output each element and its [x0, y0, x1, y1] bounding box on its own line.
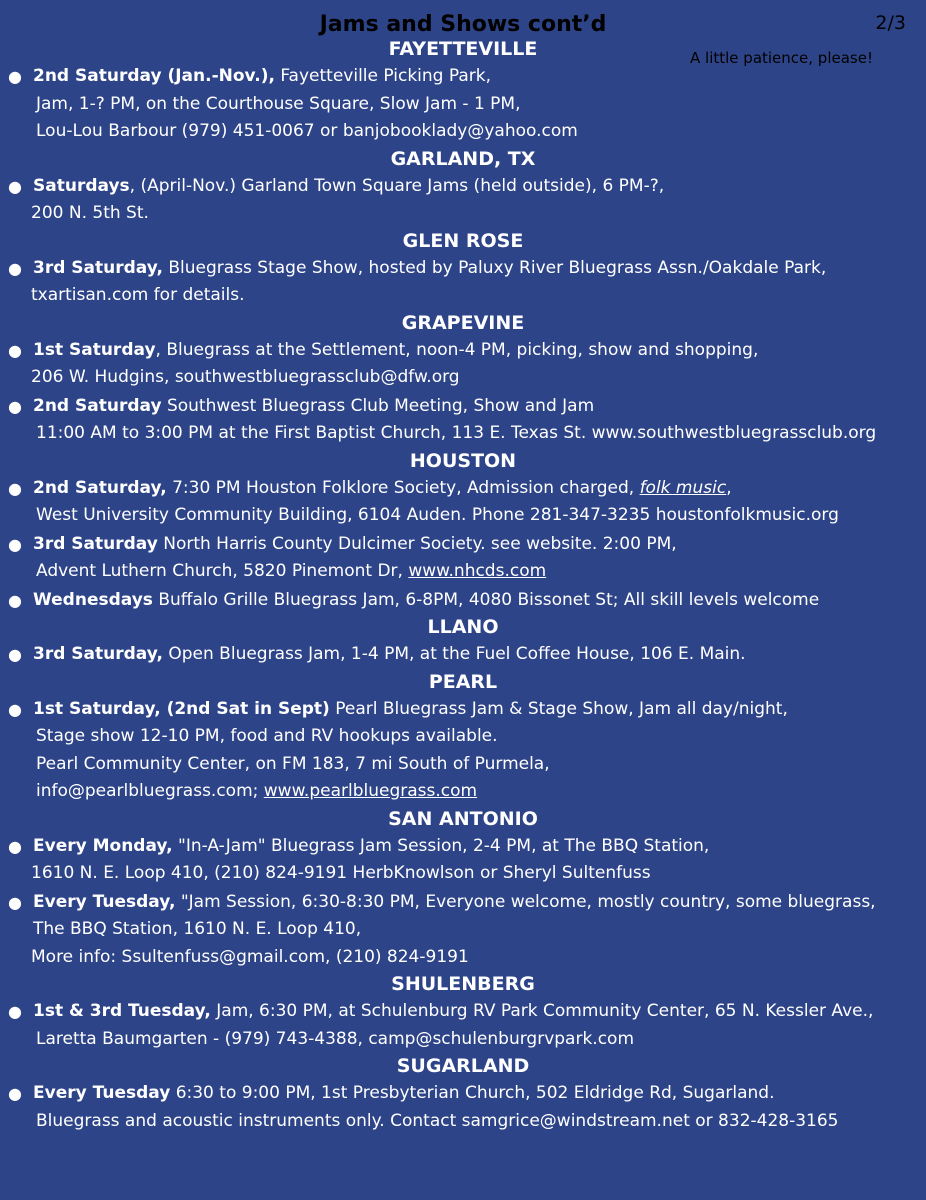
city-heading-shulenberg: SHULENBERG — [391, 973, 535, 995]
nhcds-link[interactable]: www.nhcds.com — [408, 561, 547, 581]
entry-day: 3rd Saturday, — [33, 644, 163, 664]
bullet-icon: ● — [8, 340, 22, 360]
entry-line: 3rd Saturday, Open Bluegrass Jam, 1-4 PM, at the Fuel Coffee House, 106 E. Main. — [33, 644, 746, 664]
list-item — [0, 337, 926, 392]
bullet-icon: ● — [8, 645, 22, 664]
city-heading-sugarland: SUGARLAND — [396, 1055, 530, 1077]
entry-day: 1st Saturday — [33, 339, 156, 360]
entry-day: 2nd Saturday, — [33, 477, 167, 498]
entry-day: 3rd Saturday — [33, 533, 158, 554]
bullet-icon: ● — [8, 590, 22, 610]
entry-line: The BBQ Station, 1610 N. E. Loop 410, — [33, 919, 362, 939]
bullet-icon: ● — [8, 892, 22, 912]
listing-content — [0, 36, 926, 1135]
entry-line: 3rd Saturday, Bluegrass Stage Show, hosted by Paluxy River Bluegrass Assn./Oakdale Park, — [33, 257, 827, 278]
entry-line: Laretta Baumgarten - (979) 743-4388, camp@schulenburgrvpark.com — [36, 1028, 635, 1049]
entry-line: 2nd Saturday Southwest Bluegrass Club Meeting, Show and Jam — [33, 395, 595, 416]
entry-line: Lou-Lou Barbour (979) 451-0067 or banjobooklady@yahoo.com — [36, 121, 578, 141]
patience-note: A little patience, please! — [690, 49, 873, 67]
folk-music-link[interactable]: folk music — [639, 477, 727, 498]
bullet-icon: ● — [8, 258, 22, 278]
entry-line: Advent Luthern Church, 5820 Pinemont Dr, www.nhcds.com — [36, 561, 547, 581]
page-title: Jams and Shows cont’d — [319, 12, 607, 37]
list-item — [0, 475, 926, 530]
list-item — [0, 833, 926, 888]
entry-line: Stage show 12-10 PM, food and RV hookups available. — [36, 726, 498, 746]
entry-line: 2nd Saturday, 7:30 PM Houston Folklore Society, Admission charged, folk music, — [33, 477, 732, 498]
entry-line: 2nd Saturday (Jan.-Nov.), Fayetteville Picking Park, — [33, 66, 492, 86]
entry-day: Saturdays — [33, 175, 130, 196]
entry-day: Every Tuesday — [33, 1083, 171, 1103]
list-item — [0, 393, 926, 448]
entry-line: 3rd Saturday North Harris County Dulcimer Society. see website. 2:00 PM, — [33, 533, 677, 554]
bullet-icon: ● — [8, 67, 22, 86]
bullet-icon: ● — [8, 534, 22, 554]
city-heading-grapevine: GRAPEVINE — [401, 311, 525, 334]
list-item — [0, 173, 926, 228]
list-item — [0, 531, 926, 586]
list-item — [0, 998, 926, 1053]
bullet-icon: ● — [8, 699, 22, 719]
entry-line: Every Monday, "In-A-Jam" Bluegrass Jam Session, 2-4 PM, at The BBQ Station, — [33, 835, 710, 856]
list-item — [0, 1080, 926, 1135]
city-heading-san-antonio: SAN ANTONIO — [388, 807, 538, 830]
list-item — [0, 255, 926, 310]
entry-line: 1st Saturday, (2nd Sat in Sept) Pearl Bluegrass Jam & Stage Show, Jam all day/night, — [33, 698, 788, 719]
list-item — [0, 889, 926, 972]
city-heading-garland: GARLAND, TX — [390, 147, 536, 170]
entry-line: Saturdays, (April-Nov.) Garland Town Square Jams (held outside), 6 PM-?, — [33, 175, 665, 196]
page-number: 2/3 — [875, 12, 906, 34]
bullet-icon: ● — [8, 1084, 22, 1103]
entry-line: 1st & 3rd Tuesday, Jam, 6:30 PM, at Schulenburg RV Park Community Center, 65 N. Kessler Ave., — [33, 1001, 874, 1021]
bullet-icon: ● — [8, 176, 22, 196]
entry-day: Every Tuesday, — [33, 891, 176, 912]
entry-line: West University Community Building, 6104 Auden. Phone 281-347-3235 houstonfolkmusic.org — [36, 505, 839, 525]
entry-line: 1610 N. E. Loop 410, (210) 824-9191 HerbKnowlson or Sheryl Sultenfuss — [31, 863, 651, 883]
entry-line: Wednesdays Buffalo Grille Bluegrass Jam, 6-8PM, 4080 Bissonet St; All skill levels welcome — [33, 589, 820, 610]
entry-line: Bluegrass and acoustic instruments only. Contact samgrice@windstream.net or 832-428-3165 — [36, 1110, 839, 1131]
entry-line: Jam, 1-? PM, on the Courthouse Square, Slow Jam - 1 PM, — [36, 93, 521, 114]
entry-line: 1st Saturday, Bluegrass at the Settlement, noon-4 PM, picking, show and shopping, — [33, 339, 759, 360]
bullet-icon: ● — [8, 396, 22, 416]
entry-day: 1st & 3rd Tuesday, — [33, 1001, 211, 1021]
entry-line: Every Tuesday 6:30 to 9:00 PM, 1st Presbyterian Church, 502 Eldridge Rd, Sugarland. — [33, 1083, 775, 1103]
list-item — [0, 63, 926, 146]
entry-line: Every Tuesday, "Jam Session, 6:30-8:30 PM, Everyone welcome, mostly country, some bluegrass, — [33, 891, 876, 912]
bullet-icon: ● — [8, 836, 22, 856]
city-heading-pearl: PEARL — [428, 670, 498, 693]
entry-line: info@pearlbluegrass.com; www.pearlbluegrass.com — [36, 781, 478, 801]
entry-line: 11:00 AM to 3:00 PM at the First Baptist Church, 113 E. Texas St. www.southwestbluegrassclub.org — [36, 423, 877, 443]
bullet-icon: ● — [8, 1002, 22, 1021]
entry-line: Pearl Community Center, on FM 183, 7 mi South of Purmela, — [36, 753, 550, 774]
entry-day: 2nd Saturday — [33, 395, 162, 416]
list-item — [0, 696, 926, 806]
list-item — [0, 641, 926, 669]
pearlbluegrass-link[interactable]: www.pearlbluegrass.com — [263, 781, 478, 801]
entry-line: txartisan.com for details. — [31, 285, 245, 305]
entry-day: Wednesdays — [33, 589, 153, 610]
entry-day: 1st Saturday, (2nd Sat in Sept) — [33, 698, 330, 719]
entry-line: 206 W. Hudgins, southwestbluegrassclub@dfw.org — [31, 367, 460, 387]
entry-line: 200 N. 5th St. — [31, 203, 149, 223]
entry-day: Every Monday, — [33, 835, 173, 856]
city-heading-glen-rose: GLEN ROSE — [402, 229, 524, 252]
city-heading-houston: HOUSTON — [409, 449, 517, 472]
entry-line: More info: Ssultenfuss@gmail.com, (210) 824-9191 — [31, 946, 469, 967]
list-item — [0, 587, 926, 615]
city-heading-llano: LLANO — [427, 616, 499, 638]
bullet-icon: ● — [8, 478, 22, 498]
entry-day: 3rd Saturday, — [33, 257, 163, 278]
city-heading-fayetteville: FAYETTEVILLE — [388, 38, 538, 60]
entry-day: 2nd Saturday (Jan.-Nov.), — [33, 66, 275, 86]
